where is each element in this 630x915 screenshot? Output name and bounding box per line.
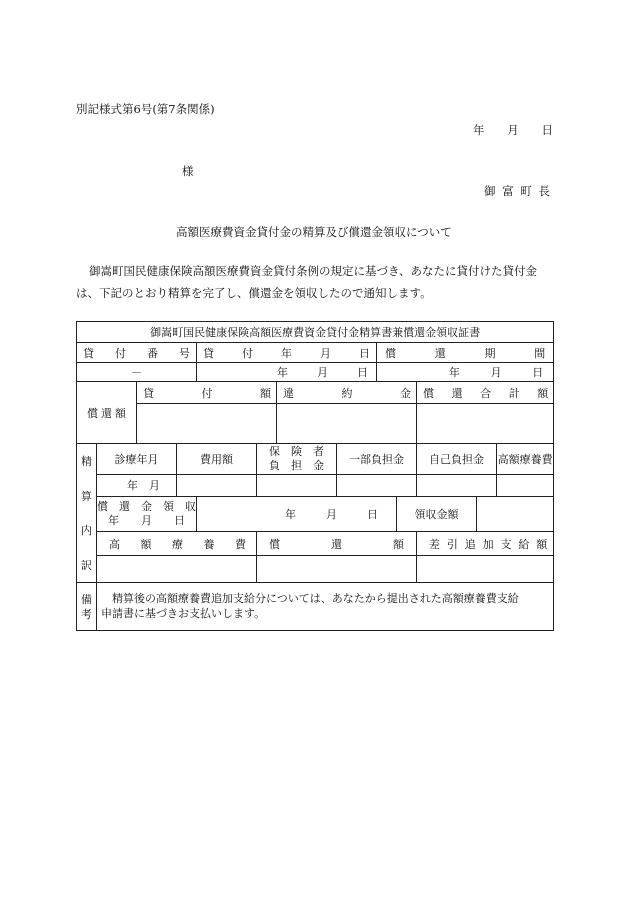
remarks-label — [77, 583, 97, 631]
label-char: 違 — [283, 386, 294, 400]
remarks-line-2: 申請書に基づきお支払いします。 — [101, 607, 266, 620]
self-burden-header: 自己負担金 — [417, 444, 497, 475]
label-char: 差 — [429, 537, 440, 551]
settlement-table — [76, 321, 554, 631]
label-char: 間 — [534, 346, 546, 360]
label-char: 追 — [464, 537, 476, 551]
ymd-char: 日 — [357, 366, 368, 379]
label-char: 療 — [172, 537, 183, 551]
form-number: 別記様式第6号(第7条関係) — [76, 102, 215, 116]
label-char: 償 — [385, 346, 396, 360]
label-char: 日 — [359, 346, 370, 360]
cost-value — [177, 474, 257, 496]
loan-amount-header — [137, 382, 277, 404]
label-char: 額 — [537, 386, 549, 400]
date-year: 年 — [473, 123, 485, 137]
repay-total-value — [417, 404, 554, 444]
label-char: 付 — [115, 346, 126, 360]
label-char: 還 — [331, 537, 342, 551]
label-char: 償 — [423, 386, 434, 400]
repay-period-header — [377, 343, 554, 363]
label-char: 期 — [484, 346, 496, 360]
label-char: 額 — [536, 537, 548, 551]
label-char: 内 — [81, 524, 92, 538]
treat-month-header: 診療年月 — [97, 444, 177, 475]
ymd-char: 年 — [449, 366, 460, 379]
issuer-char: 長 — [538, 184, 550, 198]
receipt-amount-value — [477, 497, 554, 532]
ymd-char: 日 — [532, 366, 544, 379]
high-cost-header: 高額療養費 — [497, 444, 554, 475]
label-char: 額 — [115, 406, 126, 420]
label-char: 費 — [235, 537, 246, 551]
issuer-char: 町 — [520, 184, 532, 198]
self-burden-value — [417, 474, 497, 496]
repay-value — [257, 556, 417, 583]
body-line-1: 御嵩町国民健康保険高額医療費資金貸付条例の規定に基づき、あなたに貸付けた貸付金 — [89, 264, 538, 278]
remarks-text — [97, 583, 554, 631]
ymd-char: 日 — [367, 508, 378, 522]
loan-number-header — [77, 343, 197, 363]
partial-burden-header: 一部負担金 — [337, 444, 417, 475]
penalty-header — [277, 382, 417, 404]
hc-label — [97, 531, 257, 556]
loan-number-value: － — [77, 363, 197, 382]
label-char: 考 — [81, 607, 92, 621]
diff-value — [417, 556, 554, 583]
label-char: 号 — [179, 346, 190, 360]
date-day: 日 — [541, 123, 553, 137]
ymd-char: 年 — [285, 508, 296, 522]
label-char: 精 — [81, 455, 92, 469]
loan-amount-value — [137, 404, 277, 444]
label-char: 額 — [393, 537, 404, 551]
issuer-char: 御 — [484, 184, 496, 198]
label-char: 養 — [203, 537, 215, 551]
label-char: 給 — [518, 537, 530, 551]
body-line-2: は、下記のとおり精算を完了し、償還金を領収したので通知します。 — [76, 286, 432, 300]
receipt-amount-label: 領収金額 — [397, 497, 477, 532]
receipt-date-value — [197, 497, 397, 532]
remarks-line-1: 精算後の高額療養費追加支給分については、あなたから提出された高額療養費支給 — [101, 592, 519, 605]
high-cost-value — [497, 474, 554, 496]
document-title: 高額医療費資金貸付金の精算及び償還金領収について — [176, 225, 452, 239]
label-line: 保 険 者 — [269, 444, 324, 458]
settlement-label — [77, 444, 97, 583]
hc-value — [97, 556, 257, 583]
issuer-char: 富 — [502, 184, 514, 198]
header-date — [473, 122, 553, 138]
partial-burden-value — [337, 474, 417, 496]
label-char: 高 — [109, 537, 120, 551]
receipt-date-label — [97, 497, 197, 532]
label-char: 算 — [81, 489, 92, 503]
label-char: 月 — [320, 346, 331, 360]
label-char: 備 — [81, 592, 92, 606]
addressee-suffix: 様 — [182, 164, 194, 178]
diff-label — [417, 531, 554, 556]
cost-header: 費用額 — [177, 444, 257, 475]
ymd-char: 年 — [277, 366, 288, 379]
label-char: 付 — [242, 346, 253, 360]
label-char: 貸 — [143, 386, 154, 400]
penalty-value — [277, 404, 417, 444]
label-char: 訳 — [81, 558, 92, 572]
issuer — [484, 183, 550, 199]
ym-char: 月 — [149, 479, 160, 493]
insurer-burden-value — [257, 474, 337, 496]
label-char: 約 — [341, 386, 353, 400]
label-char: 貸 — [83, 346, 94, 360]
label-line: 年 月 日 — [108, 514, 185, 528]
loan-date-header — [197, 343, 377, 363]
treat-month-value — [97, 474, 177, 496]
repay-period-value — [377, 363, 554, 382]
label-line: 償 還 金 領 収 — [97, 500, 196, 514]
label-char: 引 — [446, 537, 458, 551]
label-char: 加 — [482, 537, 494, 551]
label-char: 番 — [147, 346, 158, 360]
loan-date-value — [197, 363, 377, 382]
ym-char: 年 — [127, 479, 138, 493]
ymd-char: 月 — [490, 366, 502, 379]
label-char: 償 — [269, 537, 280, 551]
label-char: 合 — [480, 386, 492, 400]
label-char: 還 — [434, 346, 446, 360]
label-char: 還 — [101, 406, 112, 420]
insurer-burden-header — [257, 444, 337, 475]
label-char: 付 — [201, 386, 213, 400]
label-char: 年 — [281, 346, 292, 360]
repay-amount-label — [77, 382, 137, 444]
ymd-char: 月 — [326, 508, 337, 522]
ymd-char: 月 — [317, 366, 328, 379]
label-char: 金 — [400, 386, 411, 400]
label-char: 額 — [140, 537, 152, 551]
label-line: 負 担 金 — [269, 458, 324, 472]
table-caption: 御嵩町国民健康保険高額医療費資金貸付金精算書兼償還金領収証書 — [77, 322, 554, 343]
label-char: 償 — [87, 406, 98, 420]
label-char: 計 — [508, 386, 520, 400]
date-month: 月 — [507, 123, 519, 137]
label-char: 貸 — [203, 346, 214, 360]
label-char: 支 — [500, 537, 512, 551]
label-char: 還 — [451, 386, 463, 400]
label-char: 額 — [260, 386, 271, 400]
repay-label — [257, 531, 417, 556]
repay-total-header — [417, 382, 554, 404]
